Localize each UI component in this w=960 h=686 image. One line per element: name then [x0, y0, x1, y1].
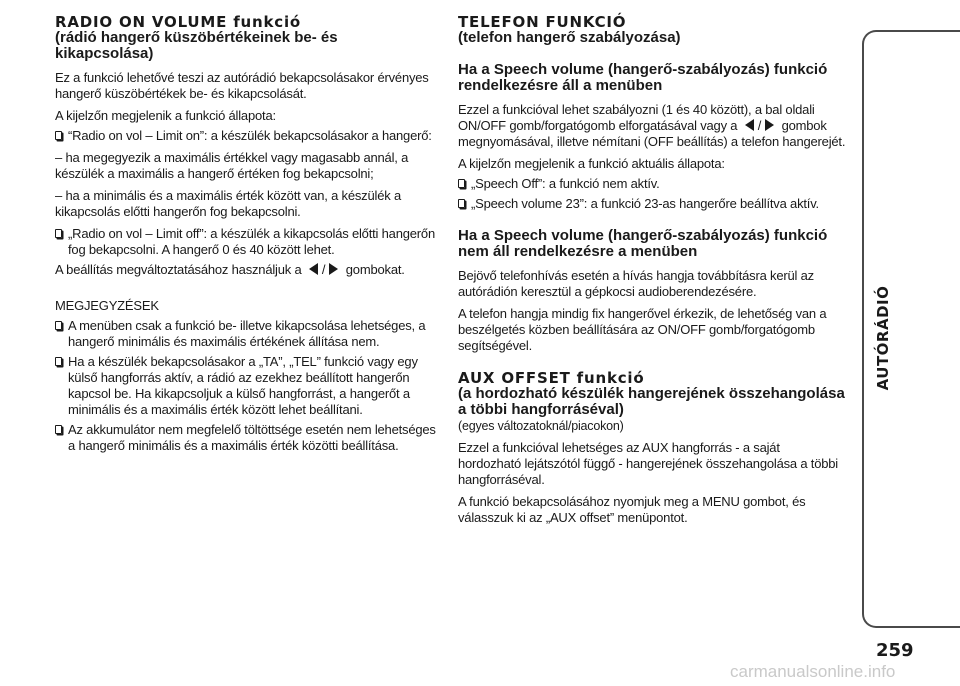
checkbox-bullet-icon — [55, 321, 62, 330]
checkbox-bullet-icon — [55, 357, 62, 366]
right-paragraph-1-post: gombok megnyomásával, illetve némítani (OFF beállítás) a telefon hangerejét. — [458, 118, 846, 149]
radio-on-volume-title: RADIO ON VOLUME funkció — [55, 13, 301, 31]
right-paragraph-1-pre: Ezzel a funkcióval lehet szabályozni (1 és 40 között), a bal oldali ON/OFF gomb/forgatógomb elforgatásával vagy a — [458, 102, 815, 133]
section-label-text: AUTÓRÁDIÓ — [874, 285, 892, 391]
speech-off-bullet — [458, 176, 846, 192]
speech-unavailable-heading: Ha a Speech volume (hangerő-szabályozás) funkció nem áll rendelkezésre a menüben — [458, 227, 828, 260]
left-paragraph-5 — [55, 262, 437, 278]
left-paragraph-5-post: gombokat. — [345, 262, 405, 277]
right-paragraph-6: A funkció bekapcsolásához nyomjuk meg a MENU gombot, és válasszuk ki az „AUX offset” menüpontot. — [458, 494, 806, 525]
radio-on-volume-subtitle-2: kikapcsolása) — [55, 45, 154, 62]
speech-off-text: „Speech Off”: a funkció nem aktív. — [471, 176, 660, 191]
telefon-subtitle: (telefon hangerő szabályozása) — [458, 29, 681, 46]
slash: / — [321, 262, 326, 277]
section-label — [868, 285, 898, 391]
speech-volume-text: „Speech volume 23”: a funkció 23-as hangerőre beállítva aktív. — [471, 196, 819, 211]
left-bullet-limit-on — [55, 128, 437, 144]
speech-available-heading: Ha a Speech volume (hangerő-szabályozás) funkció rendelkezésre áll a menüben — [458, 61, 828, 94]
left-arrow-icon — [745, 119, 754, 131]
note-1-text: A menüben csak a funkció be- illetve kikapcsolása lehetséges, a hangerő minimális és maximális értékének állítása nem. — [68, 318, 426, 349]
aux-offset-note: (egyes változatoknál/piacokon) — [458, 419, 624, 433]
aux-offset-subtitle: (a hordozható készülék hangerejének összehangolása a többi hangforráséval) — [458, 385, 845, 418]
right-paragraph-3: Bejövő telefonhívás esetén a hívás hangja továbbításra kerül az autórádión keresztül a gépkocsi audioberendezésére. — [458, 268, 814, 299]
aux-offset-title: AUX OFFSET funkció — [458, 369, 645, 387]
left-paragraph-5-pre: A beállítás megváltoztatásához használjuk a — [55, 262, 302, 277]
right-paragraph-5: Ezzel a funkcióval lehetséges az AUX hangforrás - a saját hordozható lejátszótól függő - hangerejének összehangolása a többi hangforráséval. — [458, 440, 838, 487]
note-2 — [55, 354, 437, 418]
left-arrow-icon — [309, 263, 318, 275]
left-bullet-limit-off — [55, 226, 437, 258]
checkbox-bullet-icon — [458, 179, 465, 188]
page-number: 259 — [876, 640, 914, 661]
watermark: carmanualsonline.info — [730, 662, 896, 681]
right-arrow-icon — [765, 119, 774, 131]
radio-on-volume-subtitle-1: (rádió hangerő küszöbértékeinek be- és — [55, 29, 338, 46]
slash: / — [757, 118, 762, 133]
left-paragraph-2: A kijelzőn megjelenik a funkció állapota: — [55, 108, 276, 123]
telefon-title: TELEFON FUNKCIÓ — [458, 13, 627, 31]
right-paragraph-2: A kijelzőn megjelenik a funkció aktuális állapota: — [458, 156, 725, 171]
checkbox-bullet-icon — [55, 425, 62, 434]
left-bullet-limit-on-text: “Radio on vol – Limit on”: a készülék bekapcsolásakor a hangerő: — [68, 128, 432, 143]
right-arrow-icon — [329, 263, 338, 275]
checkbox-bullet-icon — [55, 131, 62, 140]
right-paragraph-1 — [458, 102, 846, 150]
left-paragraph-4: – ha a minimális és a maximális érték között van, a készülék a kikapcsolás előtti hangerőn fog bekapcsolni. — [55, 188, 401, 219]
notes-title: MEGJEGYZÉSEK — [55, 298, 159, 313]
note-1 — [55, 318, 437, 350]
speech-volume-bullet — [458, 196, 846, 212]
checkbox-bullet-icon — [55, 229, 62, 238]
note-3-text: Az akkumulátor nem megfelelő töltöttsége esetén nem lehetséges a hangerő minimális és a maximális érték közötti beállítása. — [68, 422, 436, 453]
note-2-text: Ha a készülék bekapcsolásakor a „TA”, „TEL” funkció vagy egy külső hangforrás aktív, a rádió az ezekhez beállított hangerőn kapcsol be. Ha kikapcsoljuk a külső hangforrást, a hangerőt a minimális és a maximális érték között lehet beállítani. — [68, 354, 418, 417]
left-bullet-limit-off-text: „Radio on vol – Limit off”: a készülék a kikapcsolás előtti hangerőn fog bekapcsolni. A hangerő 0 és 40 között lehet. — [68, 226, 435, 257]
note-3 — [55, 422, 437, 454]
checkbox-bullet-icon — [458, 199, 465, 208]
right-column — [458, 14, 846, 526]
left-paragraph-1: Ez a funkció lehetővé teszi az autórádió bekapcsolásakor érvényes hangerő küszöbértékek be- és kikapcsolását. — [55, 70, 429, 101]
left-column — [55, 14, 437, 454]
right-paragraph-4: A telefon hangja mindig fix hangerővel érkezik, de lehetőség van a beszélgetés közben beállítására az ON/OFF gomb/forgatógomb segítségével. — [458, 306, 827, 353]
left-paragraph-3: – ha megegyezik a maximális értékkel vagy magasabb annál, a készülék a maximális a hangerő értéken fog bekapcsolni; — [55, 150, 409, 181]
